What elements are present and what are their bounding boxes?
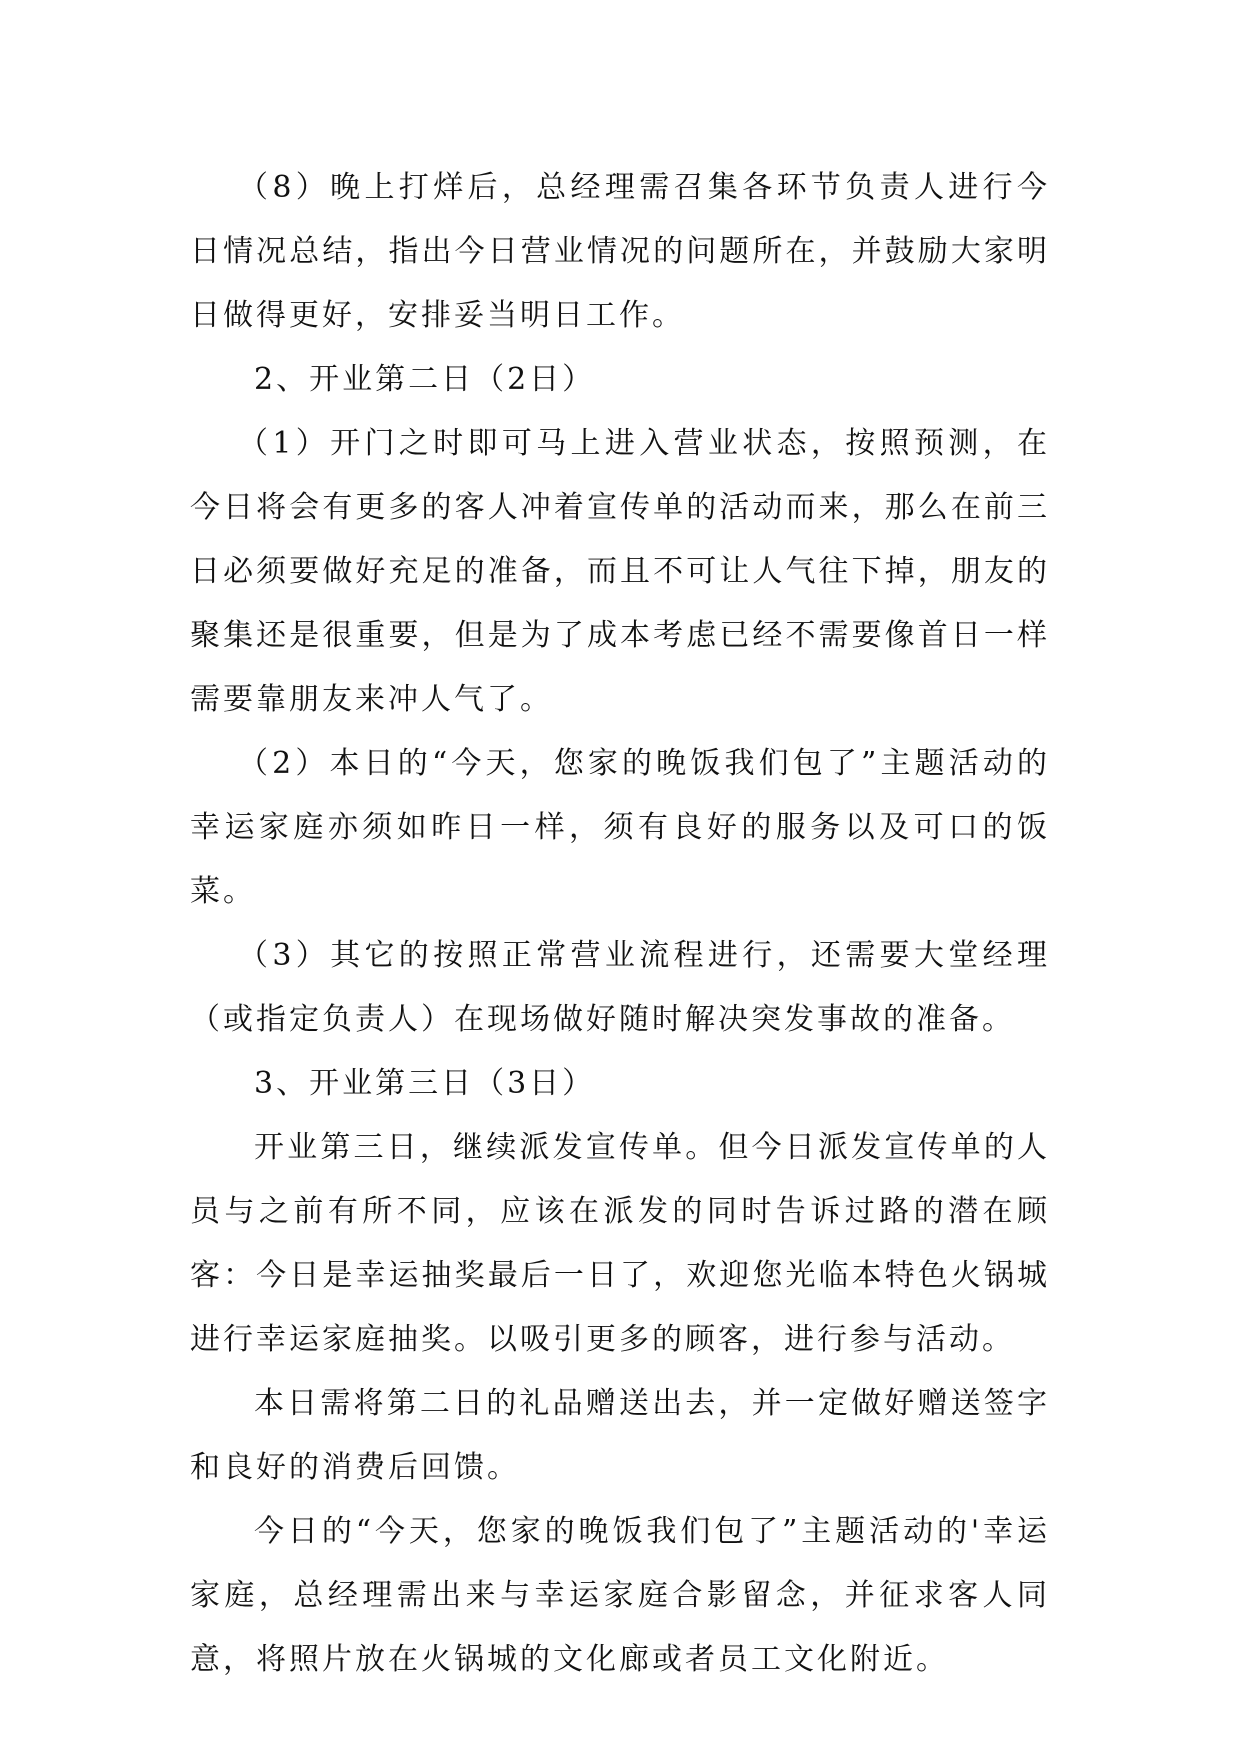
paragraph-8-evening-summary: （8）晚上打烊后，总经理需召集各环节负责人进行今日情况总结，指出今日营业情况的问题所在，并鼓励大家明日做得更好，安排妥当明日工作。: [190, 170, 1050, 333]
paragraph-day-two-item-3: （3）其它的按照正常营业流程进行，还需要大堂经理（或指定负责人）在现场做好随时解决突发事故的准备。: [190, 938, 1050, 1037]
paragraph-day-three-photo: 今日的“今天，您家的晚饭我们包了”主题活动的'幸运家庭，总经理需出来与幸运家庭合影留念，并征求客人同意，将照片放在火锅城的文化廊或者员工文化附近。: [190, 1514, 1050, 1677]
paragraph-day-two-item-2: （2）本日的“今天，您家的晚饭我们包了”主题活动的幸运家庭亦须如昨日一样，须有良好的服务以及可口的饭菜。: [190, 746, 1050, 909]
paragraph-day-three-gifts: 本日需将第二日的礼品赠送出去，并一定做好赠送签字和良好的消费后回馈。: [190, 1386, 1050, 1485]
paragraph-day-three-flyers: 开业第三日，继续派发宣传单。但今日派发宣传单的人员与之前有所不同，应该在派发的同时告诉过路的潜在顾客：今日是幸运抽奖最后一日了，欢迎您光临本特色火锅城进行幸运家庭抽奖。以吸引更多的顾客，进行参与活动。: [190, 1130, 1050, 1357]
heading-day-two: 2、开业第二日（2日）: [254, 362, 596, 397]
document-body: [190, 156, 1050, 1692]
heading-day-three: 3、开业第三日（3日）: [254, 1066, 596, 1101]
paragraph-day-two-item-1: （1）开门之时即可马上进入营业状态，按照预测，在今日将会有更多的客人冲着宣传单的活动而来，那么在前三日必须要做好充足的准备，而且不可让人气往下掉，朋友的聚集还是很重要，但是为了成本考虑已经不需要像首日一样需要靠朋友来冲人气了。: [190, 426, 1050, 717]
